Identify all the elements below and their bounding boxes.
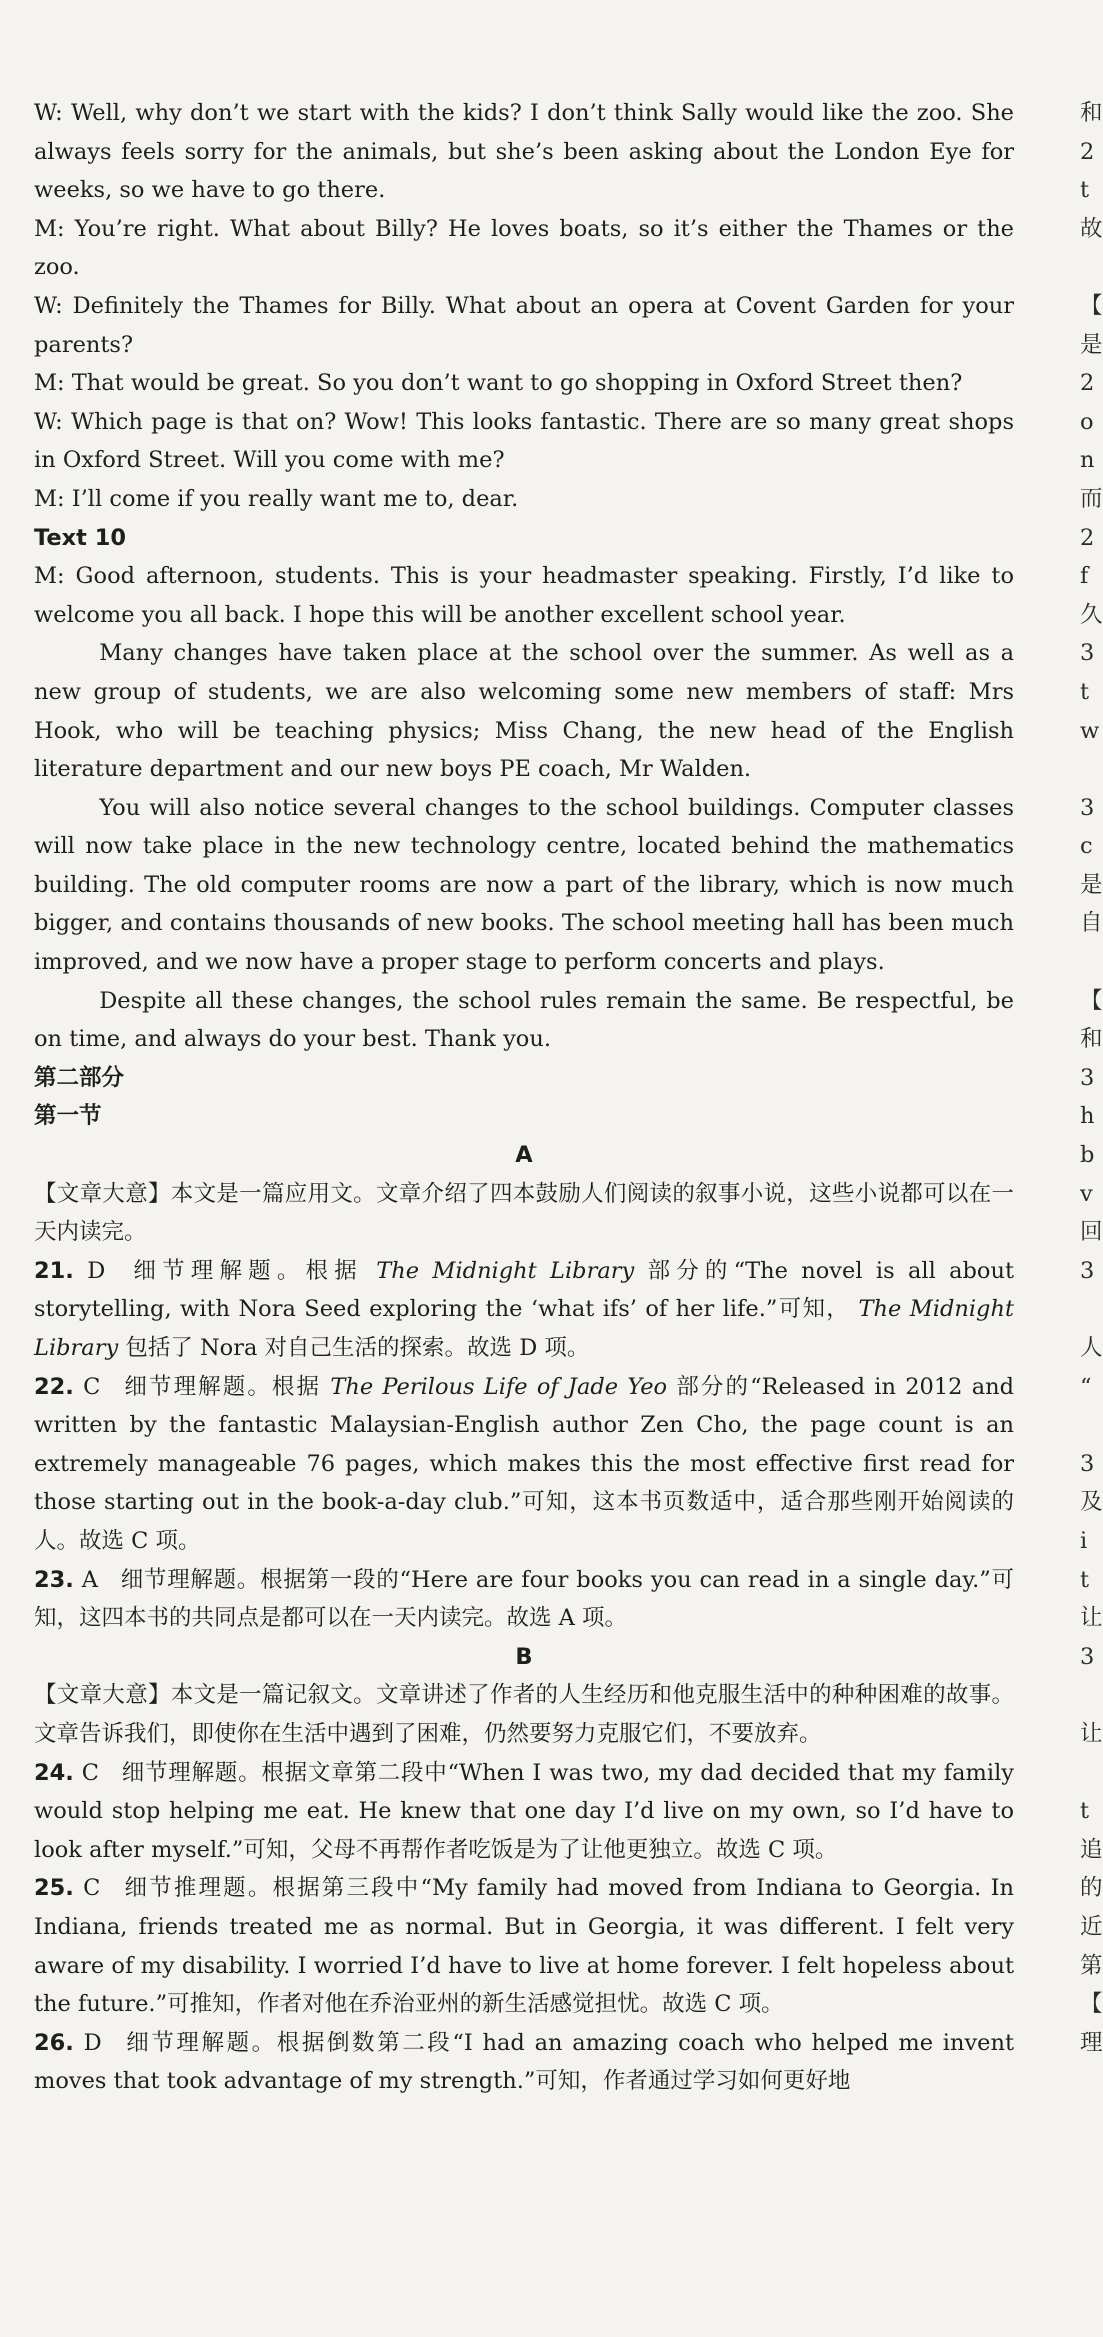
answer-25	[34, 1869, 1014, 2023]
edge-fragment: n	[1080, 447, 1095, 474]
edge-fragment	[1080, 750, 1099, 789]
text10-paragraph: M: Good afternoon, students. This is your headmaster speaking. Firstly, I’d like to welcome you all back. I hope this will be another excellent school year.	[34, 563, 1014, 628]
edge-fragment: t	[1080, 1798, 1090, 1825]
explanation-text: 细节理解题。根据倒数第二段“I had an amazing coach who helped me invent moves that took advantage of my strength.”可知，作者通过学习如何更好地	[34, 2029, 1015, 2095]
dialogue-line: W: Well, why don’t we start with the kids? I don’t think Sally would like the zoo. She always feels sorry for the animals, but she’s been asking about the London Eye for weeks, so we have to go there.	[34, 100, 1014, 204]
answer-letter: D	[87, 1257, 106, 1284]
explanation-text: 细节推理题。根据第三段中“My family had moved from Indiana to Georgia. In Indiana, friends treated me as normal. But in Georgia, it was different. I felt very aware of my disability. I worried I’d have to live at home forever. I felt hopeless about the future.”可推知，作者对他在乔治亚州的新生活感觉担忧。故选 C 项。	[34, 1875, 1014, 2018]
question-number: 21.	[34, 1257, 74, 1284]
passage-a-letter: A	[515, 1142, 533, 1169]
edge-fragment: c	[1080, 833, 1093, 860]
edge-fragment: 及	[1080, 1489, 1103, 1516]
explanation-text: 细节理解题。根据	[122, 1373, 322, 1400]
edge-fragment: 【	[1080, 292, 1103, 319]
edge-fragment: 2	[1080, 370, 1095, 397]
dialogue-line: W: Which page is that on? Wow! This looks fantastic. There are so many great shops in Oxford Street. Will you come with me?	[34, 408, 1014, 474]
edge-fragment: 自	[1080, 910, 1103, 937]
edge-fragment: 久	[1080, 601, 1103, 628]
edge-fragment: 是	[1080, 871, 1103, 898]
edge-fragment: 人	[1080, 1335, 1103, 1361]
edge-fragment: 理	[1080, 2029, 1103, 2056]
answer-letter: C	[81, 1759, 99, 1786]
dialogue-line: M: You’re right. What about Billy? He loves boats, so it’s either the Thames or the zoo.	[34, 215, 1014, 281]
part-heading: 第二部分	[34, 1064, 125, 1091]
explanation-text: 细节理解题。根据文章第二段中“When I was two, my dad decided that my family would stop helping me eat. He knew that one day I’d live on my own, so I’d have to look after myself.”可知，父母不再帮作者吃饭是为了让他更独立。故选 C 项。	[34, 1759, 1014, 1863]
edge-fragment: 【	[1080, 1991, 1103, 2018]
answer-24	[34, 1754, 1014, 1870]
dialogue-line: M: I’ll come if you really want me to, dear.	[34, 485, 519, 512]
edge-fragment: b	[1080, 1142, 1095, 1169]
explanation-text: 细节理解题。根据	[127, 1257, 363, 1284]
text10-paragraph: You will also notice several changes to the school buildings. Computer classes will now take place in the new technology centre, located behind the mathematics building. The old computer rooms are now a part of the library, which is now much bigger, and contains thousands of new books. The school meeting hall has been much improved, and we now have a proper stage to perform concerts and plays.	[34, 794, 1014, 976]
answer-23	[34, 1561, 1014, 1638]
edge-fragment: 让	[1080, 1720, 1103, 1747]
explanation-text: 包括了 Nora 对自己生活的探索。故选 D 项。	[125, 1335, 590, 1361]
edge-fragment: 3	[1080, 794, 1095, 821]
answer-letter: A	[81, 1566, 98, 1593]
edge-fragment	[1080, 1290, 1099, 1329]
edge-fragment: 而	[1080, 485, 1103, 512]
edge-fragment: 2	[1080, 138, 1095, 165]
adjacent-page-edge	[1080, 94, 1103, 2062]
edge-fragment: w	[1080, 717, 1100, 744]
edge-fragment: 【	[1080, 987, 1103, 1014]
book-title: The Midnight Library	[34, 1296, 1014, 1361]
edge-fragment: t	[1080, 678, 1090, 705]
edge-fragment: 让	[1080, 1605, 1103, 1632]
passage-b-summary: 【文章大意】本文是一篇记叙文。文章讲述了作者的人生经历和他克服生活中的种种困难的故事。文章告诉我们，即使你在生活中遇到了困难，仍然要努力克服它们，不要放弃。	[34, 1682, 1014, 1747]
text10-heading: Text 10	[34, 524, 127, 551]
edge-fragment: 是	[1080, 331, 1103, 358]
edge-fragment: 追	[1080, 1836, 1103, 1863]
book-title: The Midnight Library	[376, 1257, 635, 1284]
question-number: 25.	[34, 1875, 74, 1902]
edge-fragment: 2	[1080, 524, 1095, 551]
dialogue-line: W: Definitely the Thames for Billy. What about an opera at Covent Garden for your parents?	[34, 292, 1014, 358]
answer-22	[34, 1368, 1014, 1561]
explanation-text: 细节理解题。根据第一段的“Here are four books you can read in a single day.”可知，这四本书的共同点是都可以在一天内读完。故选 A 项。	[34, 1566, 1014, 1632]
edge-fragment: 3	[1080, 1064, 1095, 1091]
question-number: 23.	[34, 1566, 74, 1593]
book-title: The Perilous Life of Jade Yeo	[330, 1373, 668, 1400]
answer-21	[34, 1252, 1014, 1368]
edge-fragment: t	[1080, 1566, 1090, 1593]
text10-paragraph: Many changes have taken place at the school over the summer. As well as a new group of students, we are also welcoming some new members of staff: Mrs Hook, who will be teaching physics; Miss Chang, the new head of the English literature department and our new boys PE coach, Mr Walden.	[34, 640, 1014, 783]
edge-fragment: 和	[1080, 100, 1103, 126]
edge-fragment: 3	[1080, 640, 1095, 667]
edge-fragment	[1080, 943, 1099, 982]
edge-fragment: 近	[1080, 1913, 1103, 1940]
edge-fragment: f	[1080, 563, 1089, 590]
edge-fragment: o	[1080, 408, 1094, 435]
question-number: 26.	[34, 2029, 74, 2056]
edge-fragment: “	[1080, 1373, 1092, 1400]
passage-b-letter: B	[515, 1643, 533, 1670]
question-number: 24.	[34, 1759, 74, 1786]
edge-fragment: i	[1080, 1527, 1088, 1554]
question-number: 22.	[34, 1373, 74, 1400]
edge-fragment: 3	[1080, 1643, 1095, 1670]
edge-fragment	[1080, 248, 1099, 287]
edge-fragment: 3	[1080, 1450, 1095, 1477]
edge-fragment	[1080, 1676, 1099, 1715]
explanation-text: 部分的“The novel is all about storytelling, with Nora Seed exploring the ‘what ifs’ of her life.”可知，	[34, 1257, 1014, 1323]
passage-a-summary: 【文章大意】本文是一篇应用文。文章介绍了四本鼓励人们阅读的叙事小说，这些小说都可以在一天内读完。	[34, 1180, 1014, 1246]
edge-fragment: 故	[1080, 215, 1103, 242]
edge-fragment: v	[1080, 1180, 1093, 1207]
dialogue-line: M: That would be great. So you don’t want to go shopping in Oxford Street then?	[34, 370, 963, 397]
edge-fragment: 回	[1080, 1219, 1103, 1246]
text10-paragraph: Despite all these changes, the school rules remain the same. Be respectful, be on time, and always do your best. Thank you.	[34, 987, 1014, 1053]
answer-26	[34, 2024, 1014, 2101]
edge-fragment: t	[1080, 177, 1090, 204]
edge-fragment: 3	[1080, 1257, 1095, 1284]
explanation-text: 部分的“Released in 2012 and written by the fantastic Malaysian-English author Zen Cho, the page count is an extremely manageable 76 pages, which makes this the most effective first read for those starting out in the book-a-day club.”可知，这本书页数适中，适合那些刚开始阅读的人。故选 C 项。	[34, 1373, 1015, 1554]
answer-letter: C	[83, 1373, 101, 1400]
answer-key-page	[34, 94, 1014, 2101]
answer-letter: C	[83, 1875, 101, 1902]
section-heading: 第一节	[34, 1103, 102, 1130]
edge-fragment	[1080, 1406, 1099, 1445]
edge-fragment: 和	[1080, 1026, 1103, 1053]
answer-letter: D	[83, 2029, 102, 2056]
edge-fragment: 第	[1080, 1952, 1103, 1979]
edge-fragment: h	[1080, 1103, 1095, 1130]
edge-fragment: 的	[1080, 1875, 1103, 1902]
edge-fragment	[1080, 1754, 1099, 1793]
